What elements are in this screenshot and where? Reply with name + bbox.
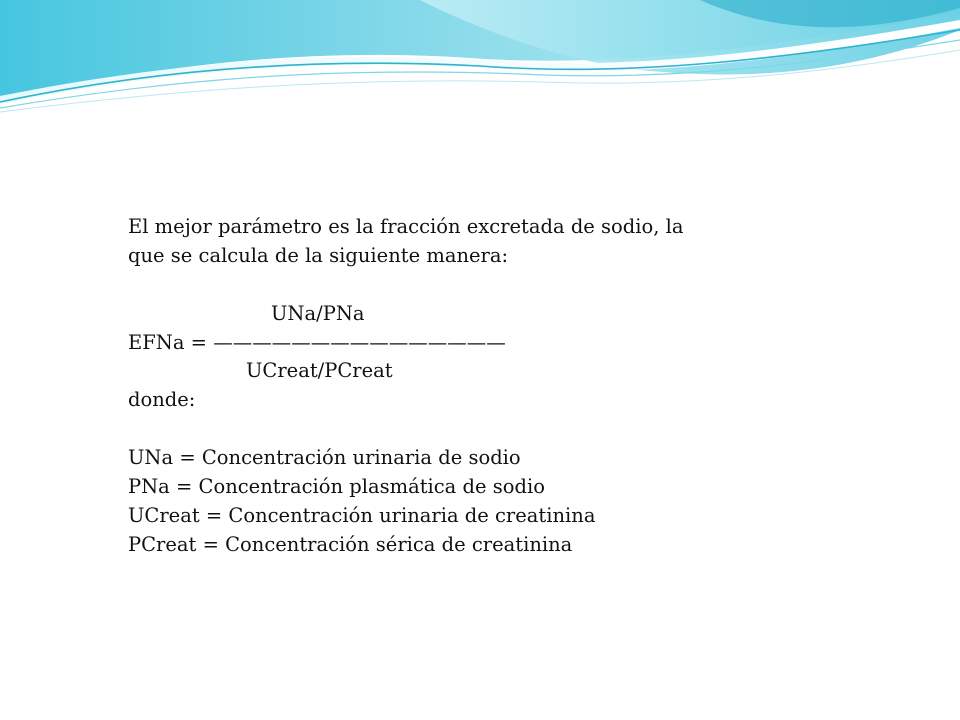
formula-denominator: UCreat/PCreat <box>246 359 393 383</box>
definition-pna: PNa = Concentración plasmática de sodio <box>128 475 545 499</box>
spacer <box>128 271 848 300</box>
formula-lhs-fraction-bar: EFNa = ——————————————— <box>128 330 506 354</box>
spacer <box>128 415 848 444</box>
where-label: donde: <box>128 388 196 412</box>
formula-numerator: UNa/PNa <box>271 301 365 325</box>
slide-body <box>128 213 848 560</box>
paragraph-line-2: que se calcula de la siguiente manera: <box>128 243 509 267</box>
definition-pcreat: PCreat = Concentración sérica de creatinina <box>128 532 573 556</box>
header-wave-decoration <box>0 0 960 120</box>
definition-ucreat: UCreat = Concentración urinaria de creatinina <box>128 503 596 527</box>
paragraph-line-1: El mejor parámetro es la fracción excretada de sodio, la <box>128 215 684 238</box>
definition-una: UNa = Concentración urinaria de sodio <box>128 446 521 470</box>
